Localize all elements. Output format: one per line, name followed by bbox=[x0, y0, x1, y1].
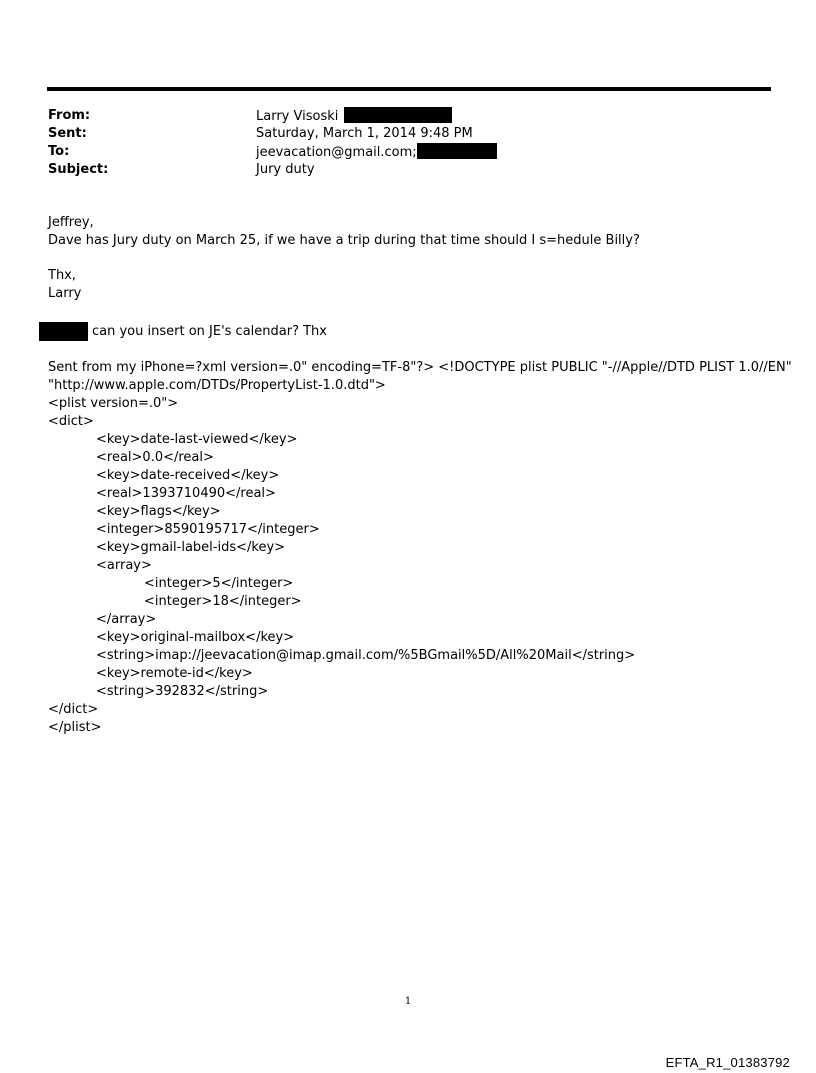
plist-line: <key>date-last-viewed</key> bbox=[96, 432, 298, 447]
email-body bbox=[48, 214, 778, 303]
plist-line: <integer>5</integer> bbox=[144, 576, 294, 591]
greeting: Jeffrey, bbox=[48, 215, 94, 230]
signoff: Thx, bbox=[48, 268, 77, 283]
plist-line: </plist> bbox=[48, 720, 102, 735]
from-name: Larry Visoski bbox=[256, 109, 339, 124]
calendar-note: can you insert on JE's calendar? Thx bbox=[92, 324, 327, 339]
plist-line: <key>flags</key> bbox=[96, 504, 221, 519]
from-label: From: bbox=[48, 108, 91, 123]
to-label: To: bbox=[48, 144, 70, 159]
plist-line: </dict> bbox=[48, 702, 99, 717]
page-number: 1 bbox=[404, 996, 412, 1007]
plist-line: <string>392832</string> bbox=[96, 684, 269, 699]
from-row bbox=[48, 107, 748, 125]
message-text: Dave has Jury duty on March 25, if we have a trip during that time should I s=hedule Billy? bbox=[48, 233, 640, 248]
plist-line: <key>original-mailbox</key> bbox=[96, 630, 295, 645]
plist-line: <key>gmail-label-ids</key> bbox=[96, 540, 286, 555]
to-address: jeevacation@gmail.com; bbox=[256, 145, 417, 160]
email-header bbox=[48, 107, 748, 179]
plist-line: <integer>18</integer> bbox=[144, 594, 302, 609]
plist-line: Sent from my iPhone=?xml version=.0" encoding=TF-8"?> <!DOCTYPE plist PUBLIC "-//Apple//DTD PLIST 1.0//EN" bbox=[48, 360, 792, 375]
sent-value: Saturday, March 1, 2014 9:48 PM bbox=[256, 126, 473, 141]
to-value bbox=[256, 143, 497, 162]
to-row bbox=[48, 143, 748, 161]
plist-line: </array> bbox=[96, 612, 157, 627]
redaction-block bbox=[417, 143, 497, 159]
plist-line: <key>remote-id</key> bbox=[96, 666, 253, 681]
plist-line: "http://www.apple.com/DTDs/PropertyList-1.0.dtd"> bbox=[48, 378, 386, 393]
plist-line: <string>imap://jeevacation@imap.gmail.com/%5BGmail%5D/All%20Mail</string> bbox=[96, 648, 636, 663]
plist-line: <integer>8590195717</integer> bbox=[96, 522, 320, 537]
subject-row bbox=[48, 161, 748, 179]
redaction-block bbox=[344, 107, 452, 123]
signature: Larry bbox=[48, 286, 82, 301]
plist-line: <array> bbox=[96, 558, 152, 573]
from-value bbox=[256, 107, 452, 126]
bates-number: EFTA_R1_01383792 bbox=[665, 1055, 790, 1070]
sent-label: Sent: bbox=[48, 126, 87, 141]
sent-row bbox=[48, 125, 748, 143]
plist-block bbox=[48, 359, 792, 737]
header-rule bbox=[47, 87, 771, 91]
redaction-block bbox=[39, 322, 88, 341]
subject-label: Subject: bbox=[48, 162, 109, 177]
plist-line: <plist version=.0"> bbox=[48, 396, 179, 411]
plist-line: <real>1393710490</real> bbox=[96, 486, 276, 501]
subject-value: Jury duty bbox=[256, 162, 315, 177]
plist-line: <key>date-received</key> bbox=[96, 468, 280, 483]
plist-line: <dict> bbox=[48, 414, 94, 429]
plist-line: <real>0.0</real> bbox=[96, 450, 214, 465]
